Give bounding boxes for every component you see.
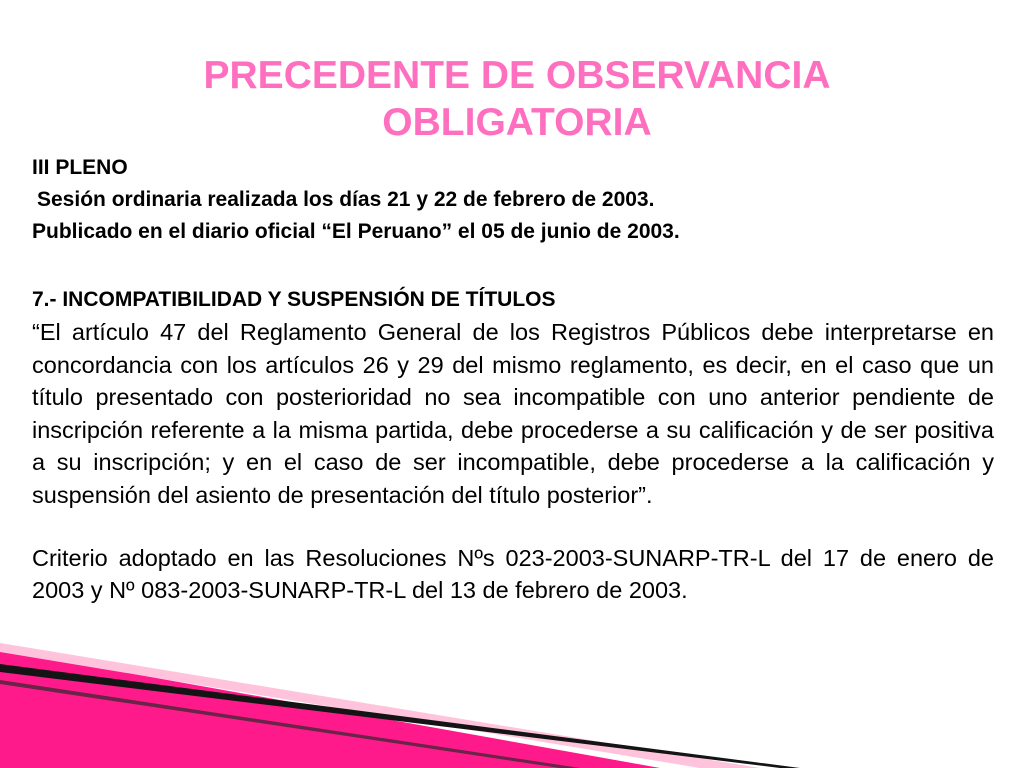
deco-light-pink-band [0, 643, 760, 768]
title-line-2: OBLIGATORIA [382, 101, 652, 144]
page-title [32, 52, 994, 146]
session-info: Sesión ordinaria realizada los días 21 y 22 de febrero de 2003. [37, 188, 655, 211]
publication-info: Publicado en el diario oficial “El Peruano” el 05 de junio de 2003. [32, 220, 680, 243]
section-heading: 7.- INCOMPATIBILIDAD Y SUSPENSIÓN DE TÍTULOS [32, 288, 556, 311]
slide-content [32, 52, 994, 607]
deco-dark-stripe [0, 664, 800, 768]
pleno-label: III PLENO [32, 156, 128, 179]
criterion-paragraph: Criterio adoptado en las Resoluciones Nºs 023-2003-SUNARP-TR-L del 17 de enero de 2003 y Nº 083-2003-SUNARP-TR-L del 13 de febrero de 2003. [32, 544, 994, 604]
deco-pink-band [0, 650, 660, 768]
paragraph-gap [32, 512, 994, 542]
spacer [32, 248, 994, 282]
title-line-1: PRECEDENTE DE OBSERVANCIA [203, 54, 831, 97]
quote-paragraph: “El artículo 47 del Reglamento General de los Registros Públicos debe interpretarse en concordancia con los artículos 26 y 29 del mismo reglamento, es decir, en el caso que un título presentado con posterioridad no sea incompatible con uno anterior pendiente de inscripción referente a la misma partida, debe procederse a su calificación y de ser positiva a su inscripción; y en el caso de ser incompatible, debe procederse a la calificación y suspensión del asiento de presentación del título posterior”. [32, 319, 994, 508]
deco-dark-stripe-thin [0, 680, 580, 768]
